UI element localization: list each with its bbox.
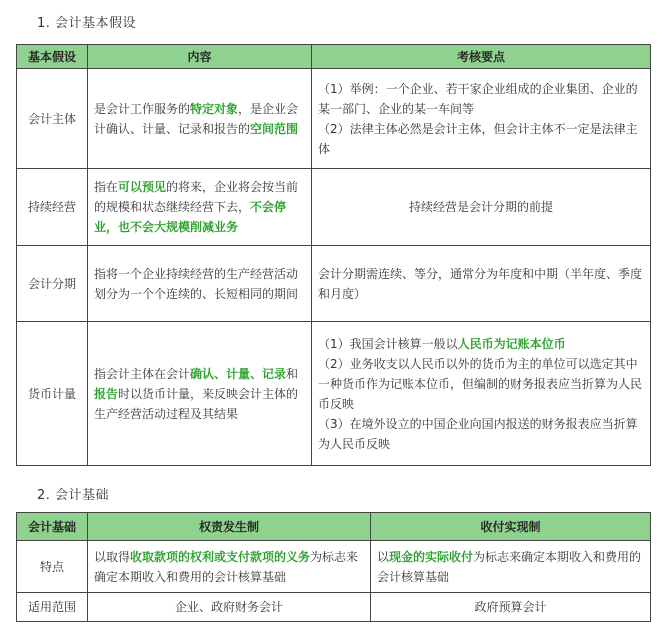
text-segment: ，是企业会计确认、计量、记录和报告的 (94, 101, 299, 136)
text-segment: 为标志来确定本期收入和费用的会计核算基础 (94, 549, 359, 584)
text-segment: （2）业务收支以人民币以外的货币为主的单位可以选定其中一种货币作为记账本位币，但编制的财务报表应当折算为人民币反映 (318, 356, 643, 411)
point-paragraph (318, 414, 644, 454)
highlight-text: 报告 (94, 386, 119, 401)
row-label: 会计主体 (17, 69, 88, 169)
table-row (17, 246, 651, 322)
text-segment: 的将来，企业将会按当前的规模和状态继续经营下去， (94, 180, 299, 214)
point-paragraph (318, 354, 644, 414)
row-label: 适用范围 (17, 593, 88, 622)
row-points (312, 322, 651, 466)
cash-cell (371, 593, 651, 622)
row-label: 货币计量 (17, 322, 88, 466)
row-label: 持续经营 (17, 169, 88, 246)
header-key-points: 考核要点 (312, 45, 651, 69)
table-header-row (17, 45, 651, 69)
point-paragraph (318, 197, 644, 217)
text-segment: （1）举例：一个企业、若干家企业组成的企业集团、企业的某一部门、企业的某一车间等 (318, 81, 638, 116)
table-row (17, 593, 651, 622)
highlight-text: 不会停业，也不会大规模削减业务 (94, 200, 287, 234)
highlight-text: 空间范围 (250, 121, 299, 136)
header-cash-basis: 收付实现制 (371, 513, 651, 541)
table-row (17, 541, 651, 593)
highlight-text: 收取款项的权利或支付款项的义务 (130, 549, 311, 564)
header-accrual-basis: 权责发生制 (88, 513, 371, 541)
point-paragraph (318, 119, 644, 159)
table-header-row (17, 513, 651, 541)
text-segment: 和 (286, 366, 299, 381)
text-segment: 指将一个企业持续经营的生产经营活动划分为一个个连续的、长短相同的期间 (94, 266, 299, 301)
row-content (88, 246, 312, 322)
text-segment: 会计分期需连续、等分，通常分为年度和中期（半年度、季度和月度） (318, 266, 643, 301)
highlight-text: 人民币为记账本位币 (457, 336, 566, 351)
accounting-basis-table (16, 512, 651, 622)
row-points (312, 169, 651, 246)
row-content (88, 169, 312, 246)
text-segment: 时以货币计量，来反映会计主体的生产经营活动过程及其结果 (94, 386, 299, 421)
highlight-text: 现金的实际收付 (389, 549, 474, 564)
text-segment: （3）在境外设立的中国企业向国内报送的财务报表应当折算为人民币反映 (318, 416, 638, 451)
text-segment: 企业、政府财务会计 (174, 600, 283, 614)
highlight-text: 确认、计量、记录 (190, 366, 287, 381)
highlight-text: 特定对象 (190, 101, 239, 116)
text-segment: 以取得 (94, 549, 131, 564)
row-points (312, 69, 651, 169)
accounting-assumptions-table (16, 44, 651, 466)
header-content: 内容 (88, 45, 312, 69)
text-segment: 以 (377, 549, 390, 564)
row-content (88, 69, 312, 169)
highlight-text: 可以预见 (118, 180, 167, 194)
table-row (17, 322, 651, 466)
point-paragraph (318, 334, 644, 354)
text-segment: （2）法律主体必然是会计主体，但会计主体不一定是法律主体 (318, 121, 638, 156)
text-segment: 持续经营是会计分期的前提 (408, 200, 553, 214)
text-segment: （1）我国会计核算一般以 (318, 336, 458, 351)
header-basis: 会计基础 (17, 513, 88, 541)
row-label: 会计分期 (17, 246, 88, 322)
point-paragraph (318, 264, 644, 304)
text-segment: 为标志来确定本期收入和费用的会计核算基础 (377, 549, 642, 584)
row-points (312, 246, 651, 322)
section1-heading: 1. 会计基本假设 (37, 16, 137, 31)
cash-cell (371, 541, 651, 593)
text-segment: 指在 (94, 180, 119, 194)
text-segment: 是会计工作服务的 (94, 101, 191, 116)
accrual-cell (88, 593, 371, 622)
text-segment: 政府预算会计 (474, 600, 547, 614)
row-content (88, 322, 312, 466)
row-label: 特点 (17, 541, 88, 593)
point-paragraph (318, 79, 644, 119)
header-assumption: 基本假设 (17, 45, 88, 69)
text-segment: 指会计主体在会计 (94, 366, 191, 381)
table-row (17, 169, 651, 246)
accrual-cell (88, 541, 371, 593)
section2-heading: 2. 会计基础 (37, 488, 110, 503)
table-row (17, 69, 651, 169)
